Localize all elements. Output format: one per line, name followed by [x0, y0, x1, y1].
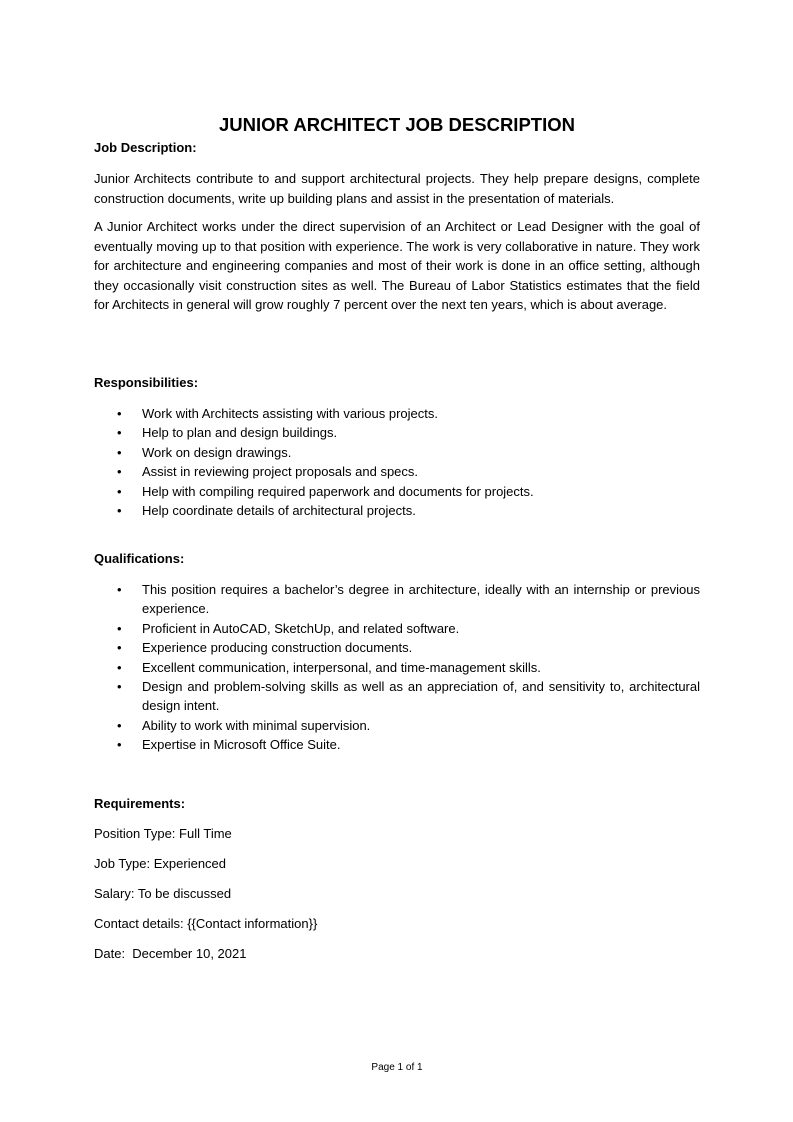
contact-details-line: Contact details: {{Contact information}} [94, 916, 318, 931]
bullet-icon: • [117, 444, 122, 460]
bullet-icon: • [117, 464, 122, 480]
position-type-line: Position Type: Full Time [94, 826, 232, 841]
list-item-text: Experience producing construction documents. [142, 640, 413, 656]
list-item [94, 716, 700, 735]
date-line: Date: December 10, 2021 [94, 946, 247, 961]
bullet-icon: • [117, 717, 122, 733]
bullet-icon: • [117, 640, 122, 656]
list-item [94, 638, 700, 657]
list-item [94, 677, 700, 716]
qualifications-heading: Qualifications: [94, 551, 185, 566]
bullet-icon: • [117, 737, 122, 753]
list-item [94, 462, 700, 481]
page-number-footer: Page 1 of 1 [371, 1062, 423, 1073]
list-item-text: Expertise in Microsoft Office Suite. [142, 737, 341, 753]
bullet-icon: • [117, 503, 122, 519]
responsibilities-heading: Responsibilities: [94, 375, 199, 390]
list-item [94, 619, 700, 638]
list-item-text: Help to plan and design buildings. [142, 425, 338, 441]
responsibilities-list [94, 404, 700, 520]
list-item [94, 501, 700, 520]
list-item-text: Work on design drawings. [142, 444, 292, 460]
list-item [94, 482, 700, 501]
bullet-icon: • [117, 679, 122, 695]
job-description-paragraph: A Junior Architect works under the direct supervision of an Architect or Lead Designer with the goal of eventually moving up to that position with experience. The work is very collaborative in nature. They work for architecture and engineering companies and most of their work is done in an office setting, although they occasionally visit construction sites as well. The Bureau of Labor Statistics estimates that the field for Architects in general will grow roughly 7 percent over the next ten years, which is about average. [94, 219, 700, 313]
salary-line: Salary: To be discussed [94, 886, 232, 901]
bullet-icon: • [117, 620, 122, 636]
list-item [94, 658, 700, 677]
bullet-icon: • [117, 483, 122, 499]
bullet-icon: • [117, 406, 122, 421]
qualifications-list [94, 580, 700, 755]
list-item [94, 404, 700, 423]
list-item-text: Excellent communication, interpersonal, and time-management skills. [142, 659, 541, 675]
list-item-text: Work with Architects assisting with various projects. [142, 406, 438, 421]
list-item [94, 443, 700, 462]
list-item-text: Help with compiling required paperwork and documents for projects. [142, 483, 534, 499]
job-type-line: Job Type: Experienced [94, 856, 227, 871]
bullet-icon: • [117, 659, 122, 675]
list-item-text: Proficient in AutoCAD, SketchUp, and related software. [142, 620, 460, 636]
list-item-text: Ability to work with minimal supervision. [142, 717, 371, 733]
list-item-text: Help coordinate details of architectural projects. [142, 503, 416, 519]
document-page [94, 0, 700, 1122]
list-item [94, 580, 700, 619]
bullet-icon: • [117, 582, 122, 597]
bullet-icon: • [117, 425, 122, 441]
list-item-text: Design and problem-solving skills as well as an appreciation of, and sensitivity to, architectural design intent. [142, 679, 700, 714]
list-item [94, 735, 700, 754]
job-description-paragraph: Junior Architects contribute to and support architectural projects. They help prepare designs, complete construction documents, write up building plans and assist in the presentation of materials. [94, 171, 700, 206]
job-description-heading: Job Description: [94, 140, 197, 155]
list-item-text: This position requires a bachelor’s degree in architecture, ideally with an internship or previous experience. [142, 582, 700, 617]
list-item [94, 423, 700, 442]
list-item-text: Assist in reviewing project proposals and specs. [142, 464, 419, 480]
document-title: JUNIOR ARCHITECT JOB DESCRIPTION [219, 114, 575, 135]
requirements-heading: Requirements: [94, 796, 186, 811]
